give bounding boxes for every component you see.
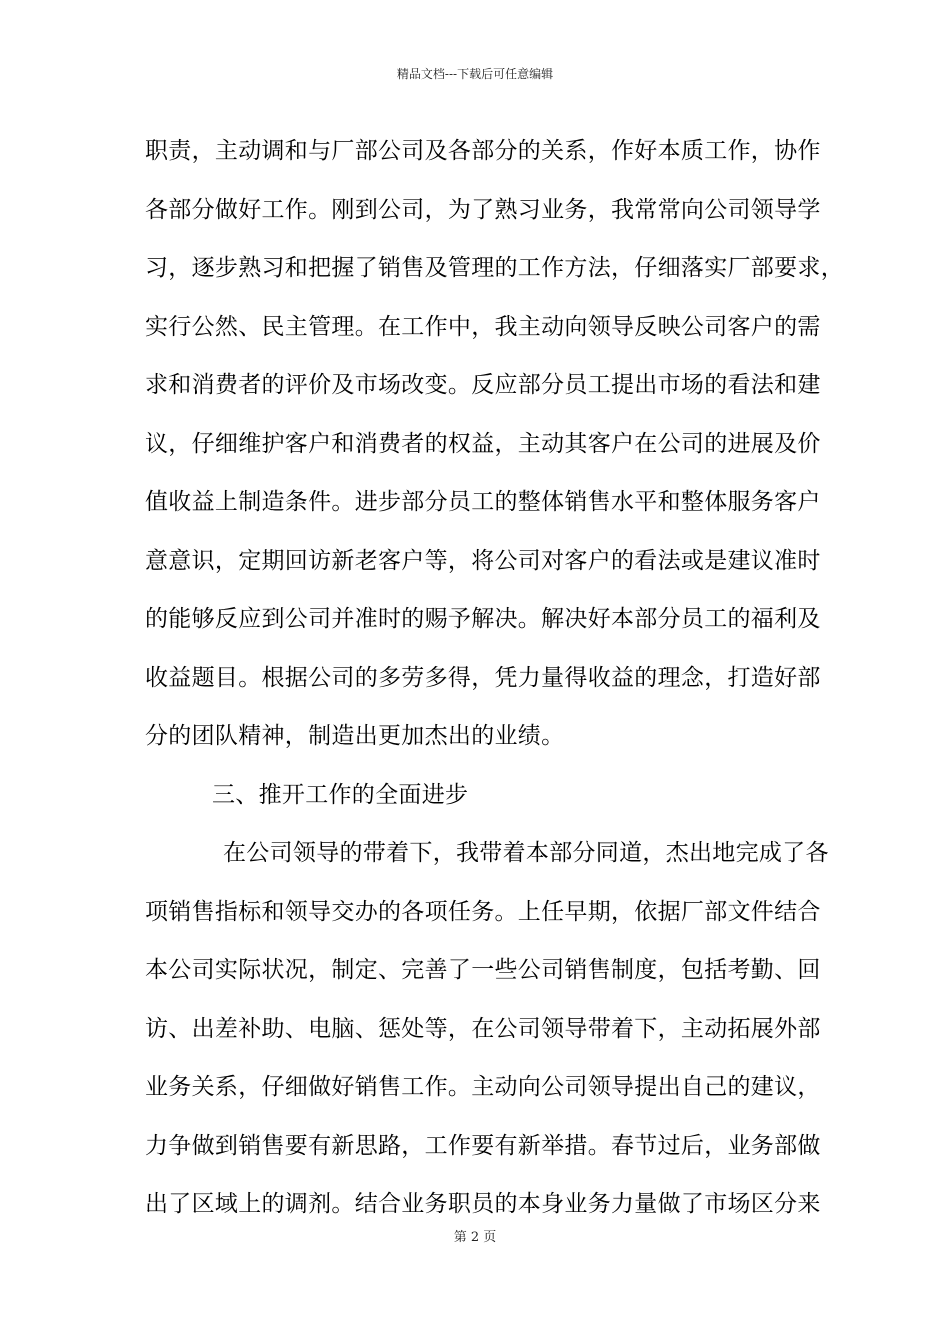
text-line: 各部分做好工作。刚到公司，为了熟习业务，我常常向公司领导学: [145, 196, 821, 223]
text-line: 本公司实际状况，制定、完善了一些公司销售制度，包括考勤、回: [145, 957, 821, 983]
text-line: 实行公然、民主管理。在工作中，我主动向领导反映公司客户的需: [145, 313, 821, 340]
text-line: 分的团队精神，制造出更加杰出的业绩。: [145, 723, 565, 749]
text-line: 出了区域上的调剂。结合业务职员的本身业务力量做了市场区分来: [145, 1191, 821, 1217]
paragraph-responsibilities: [145, 128, 844, 772]
page-number: 第 2 页: [453, 1230, 497, 1245]
text-line: 力争做到销售要有新思路，工作要有新举措。春节过后，业务部做: [145, 1132, 821, 1159]
text-line: 值收益上制造条件。进步部分员工的整体销售水平和整体服务客户: [145, 489, 821, 515]
page-header: 精品文档---下载后可任意编辑: [396, 67, 554, 81]
text-line: 业务关系，仔细做好销售工作。主动向公司领导提出自己的建议，: [145, 1074, 821, 1100]
text-line: 在公司领导的带着下，我带着本部分同道，杰出地完成了各: [223, 840, 829, 866]
text-line: 习，逐步熟习和把握了销售及管理的工作方法，仔细落实厂部要求，: [145, 255, 844, 281]
text-line: 意意识，定期回访新老客户等，将公司对客户的看法或是建议准时: [145, 547, 821, 574]
text-line: 议，仔细维护客户和消费者的权益，主动其客户在公司的进展及价: [145, 430, 821, 457]
section-heading: 三、推开工作的全面进步: [212, 781, 469, 808]
paragraph-work-progress: [145, 830, 829, 1240]
document-body: [145, 128, 844, 1240]
text-line: 职责，主动调和与厂部公司及各部分的关系，作好本质工作，协作: [145, 138, 821, 164]
text-line: 的能够反应到公司并准时的赐予解决。解决好本部分员工的福利及: [145, 606, 821, 632]
text-line: 访、出差补助、电脑、惩处等，在公司领导带着下，主动拓展外部: [145, 1015, 821, 1042]
text-line: 求和消费者的评价及市场改变。反应部分员工提出市场的看法和建: [145, 372, 821, 398]
text-line: 项销售指标和领导交办的各项任务。上任早期，依据厂部文件结合: [145, 898, 821, 925]
text-line: 收益题目。根据公司的多劳多得，凭力量得收益的理念，打造好部: [145, 664, 821, 691]
